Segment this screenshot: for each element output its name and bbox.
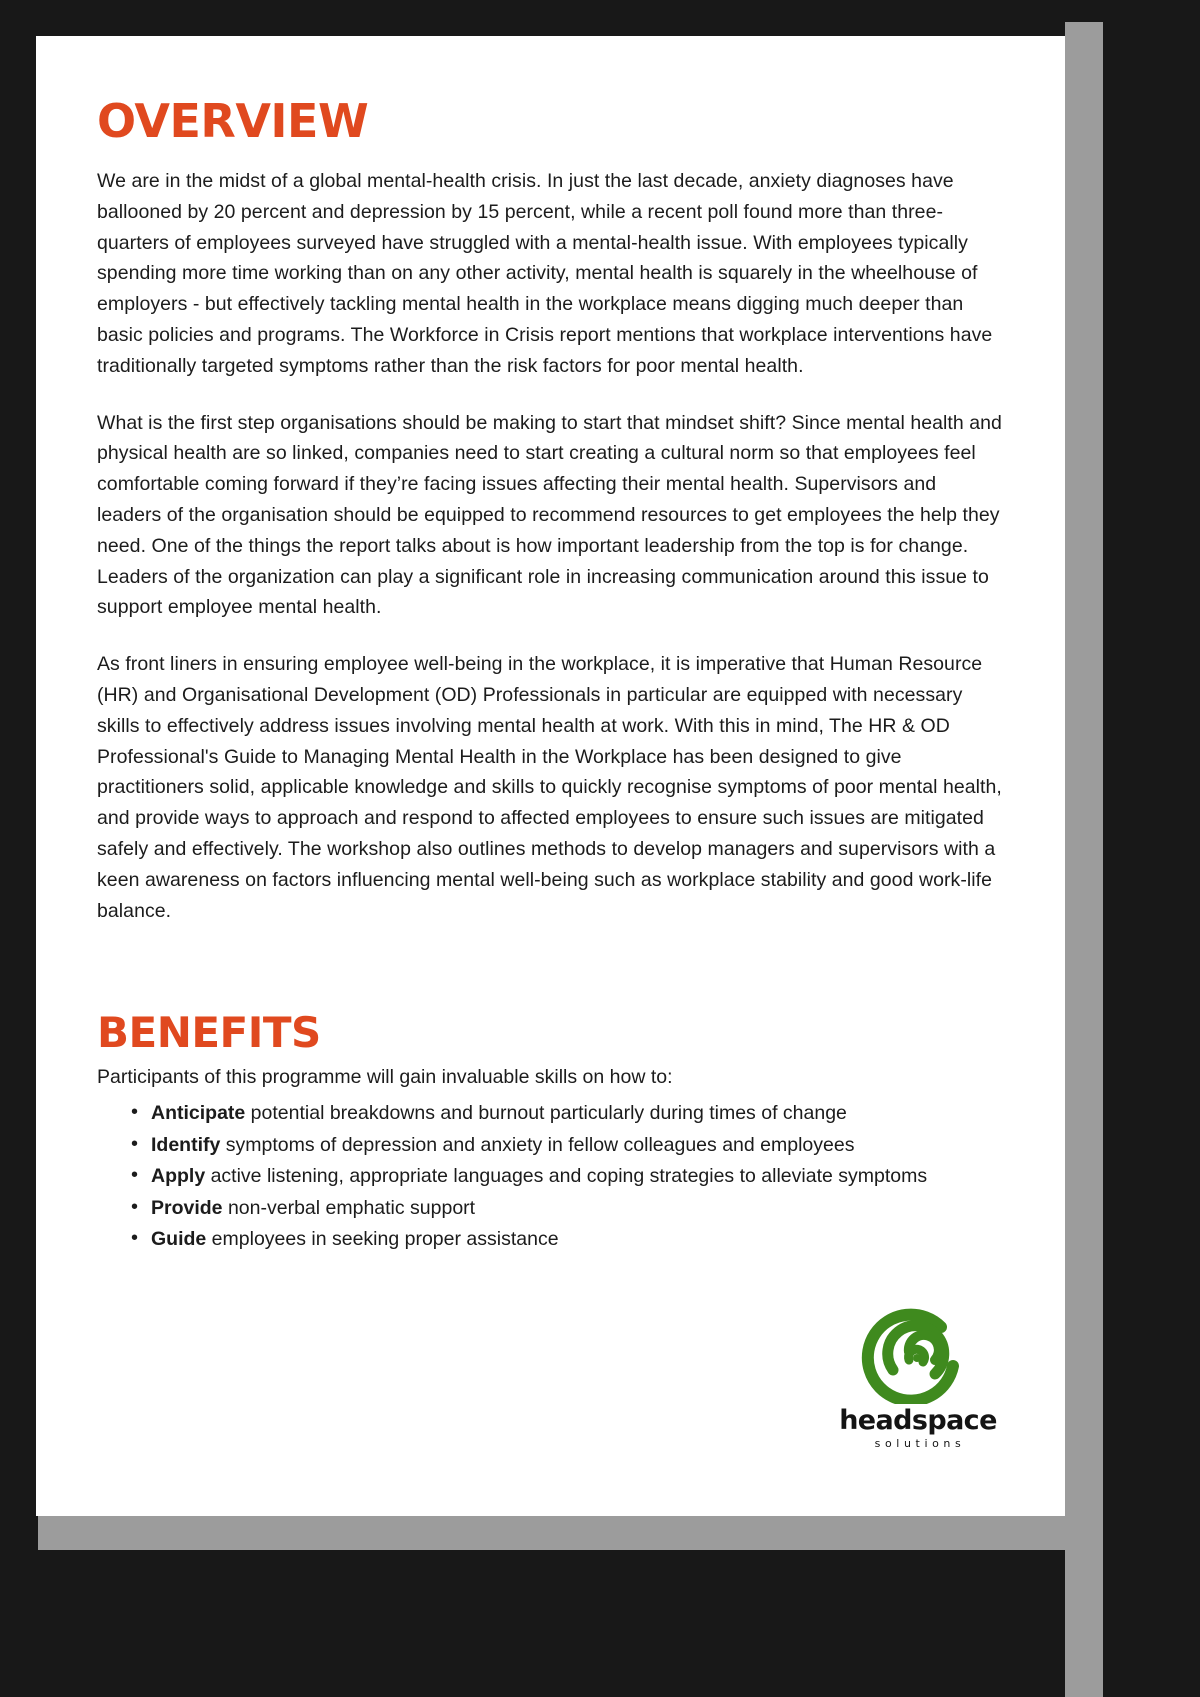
page-shadow-right [1065, 22, 1103, 1697]
overview-paragraph-2: What is the first step organisations should be making to start that mindset shift? Since mental health and physical health are so linked, companies need to start creating a cultural norm so that employees feel comfortable coming forward if they’re facing issues affecting their mental health. Supervisors and leaders of the organisation should be equipped to recommend resources to get employees the help they need. One of the things the report talks about is how important leadership from the top is for change. Leaders of the organization can play a significant role in increasing communication around this issue to support employee mental health. [97, 411, 1002, 619]
benefit-item-text: non-verbal emphatic support [222, 1196, 476, 1219]
green-spiral-icon [857, 1300, 979, 1404]
benefit-item-lead: Provide [151, 1196, 223, 1219]
overview-paragraph-1: We are in the midst of a global mental-health crisis. In just the last decade, anxiety diagnoses have ballooned by 20 percent and depression by 15 percent, while a recent poll found more than three-quarters of employees surveyed have struggled with a mental-health issue. With employees typically spending more time working than on any other activity, mental health is squarely in the wheelhouse of employers - but effectively tackling mental health in the workplace means digging much deeper than basic policies and programs. The Workforce in Crisis report mentions that workplace interventions have traditionally targeted symptoms rather than the risk factors for poor mental health. [97, 170, 993, 377]
benefit-list-item [131, 1224, 1005, 1256]
benefit-item-text: symptoms of depression and anxiety in fellow colleagues and employees [220, 1133, 855, 1156]
benefit-item-text: active listening, appropriate languages and coping strategies to alleviate symptoms [205, 1165, 928, 1188]
overview-paragraph-3: As front liners in ensuring employee well-being in the workplace, it is imperative that Human Resource (HR) and Organisational Development (OD) Professionals in particular are equipped with necessary skills to effectively address issues involving mental health at work. With this in mind, The HR & OD Professional's Guide to Managing Mental Health in the Workplace has been designed to give practitioners solid, applicable knowledge and skills to quickly recognise symptoms of poor mental health, and provide ways to approach and respond to affected employees to ensure such issues are mitigated safely and effectively. The workshop also outlines methods to develop managers and supervisors with a keen awareness on factors influencing mental well-being such as workplace stability and good work-life balance. [97, 653, 1002, 922]
benefits-heading: BENEFITS [97, 1008, 321, 1058]
benefit-list-item [131, 1193, 1005, 1225]
page-shadow-bottom [38, 1512, 1103, 1550]
benefits-list [97, 1098, 1005, 1256]
headspace-logo [833, 1300, 1003, 1450]
benefit-item-text: employees in seeking proper assistance [206, 1228, 559, 1251]
benefit-list-item [131, 1098, 1005, 1130]
benefit-item-lead: Anticipate [151, 1102, 246, 1125]
benefit-list-item [131, 1161, 1005, 1193]
logo-tagline: solutions [874, 1437, 966, 1450]
benefit-item-lead: Guide [151, 1228, 207, 1251]
overview-heading: OVERVIEW [97, 94, 369, 148]
logo-wordmark: headspace [839, 1405, 997, 1436]
benefits-lead-text: Participants of this programme will gain invaluable skills on how to: [97, 1066, 673, 1089]
document-page [36, 36, 1065, 1516]
benefit-item-lead: Apply [151, 1165, 206, 1188]
benefit-item-lead: Identify [151, 1133, 221, 1156]
benefit-list-item [131, 1130, 1005, 1162]
benefit-item-text: potential breakdowns and burnout particularly during times of change [245, 1102, 847, 1125]
benefits-section [97, 1008, 1005, 1256]
